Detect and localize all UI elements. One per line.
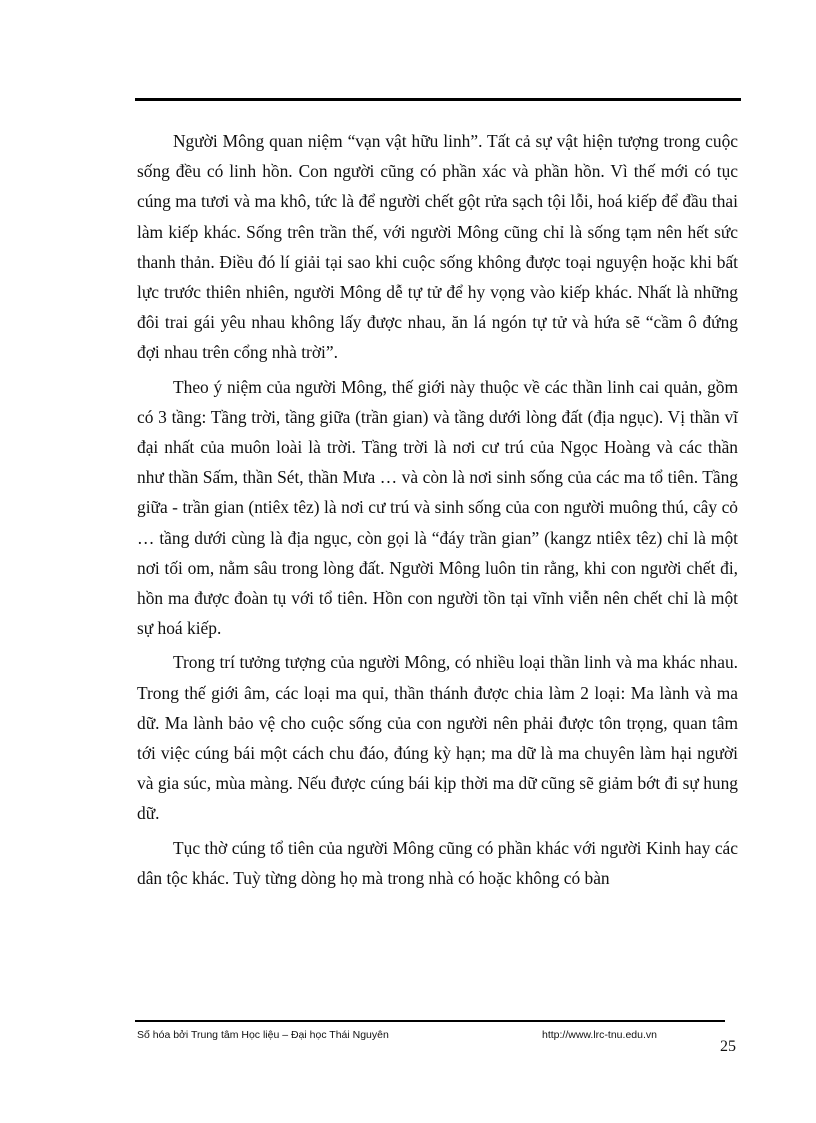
- page-number: 25: [720, 1038, 736, 1055]
- paragraph-1: Người Mông quan niệm “vạn vật hữu linh”. Tất cả sự vật hiện tượng trong cuộc sống đều có linh hồn. Con người cũng có phần xác và phần hồn. Vì thế mới có tục cúng ma tươi và ma khô, tức là để người chết gột rửa sạch tội lỗi, hoá kiếp để đầu thai làm kiếp khác. Sống trên trần thế, với người Mông cũng chỉ là sống tạm nên hết sức thanh thản. Điều đó lí giải tại sao khi cuộc sống không được toại nguyện hoặc khi bất lực trước thiên nhiên, người Mông dễ tự tử để hy vọng vào kiếp khác. Nhất là những đôi trai gái yêu nhau không lấy được nhau, ăn lá ngón tự tử và hứa sẽ “cầm ô đứng đợi nhau trên cổng nhà trời”.: [137, 131, 738, 363]
- paragraph-2: Theo ý niệm của người Mông, thế giới này thuộc về các thần linh cai quản, gồm có 3 tầng: Tầng trời, tầng giữa (trần gian) và tầng dưới lòng đất (địa ngục). Vị thần vĩ đại nhất của muôn loài là trời. Tầng trời là nơi cư trú của Ngọc Hoàng và các thần như thần Sấm, thần Sét, thần Mưa … và còn là nơi sinh sống của các ma tổ tiên. Tầng giữa - trần gian (ntiêx têz) là nơi cư trú và sinh sống của con người muông thú, cây cỏ … tầng dưới cùng là địa ngục, còn gọi là “đáy trần gian” (kangz ntiêx têz) chỉ là một nơi tối om, nằm sâu trong lòng đất. Người Mông luôn tin rằng, khi con người chết đi, hồn ma được đoàn tụ với tổ tiên. Hồn con người tồn tại vĩnh viễn nên chết chỉ là một sự hoá kiếp.: [137, 376, 738, 639]
- paragraph-3: Trong trí tưởng tượng của người Mông, có nhiều loại thần linh và ma khác nhau. Trong thế giới âm, các loại ma quỉ, thần thánh được chia làm 2 loại: Ma lành và ma dữ. Ma lành bảo vệ cho cuộc sống của con người nên phải được tôn trọng, quan tâm tới việc cúng bái một cách chu đáo, đúng kỳ hạn; ma dữ là ma chuyên làm hại người và gia súc, mùa màng. Nếu được cúng bái kịp thời ma dữ cũng sẽ giảm bớt đi sự hung dữ.: [137, 652, 738, 824]
- paragraph-4: Tục thờ cúng tổ tiên của người Mông cũng có phần khác với người Kinh hay các dân tộc khác. Tuỳ từng dòng họ mà trong nhà có hoặc không có bàn: [137, 837, 738, 888]
- footer-url-link[interactable]: http://www.lrc-tnu.edu.vn: [542, 1029, 657, 1041]
- footer-rule: [135, 1020, 725, 1022]
- body-text: [137, 126, 738, 897]
- header-rule: [135, 98, 741, 101]
- footer-credit: Số hóa bởi Trung tâm Học liệu – Đại học Thái Nguyên: [137, 1029, 389, 1041]
